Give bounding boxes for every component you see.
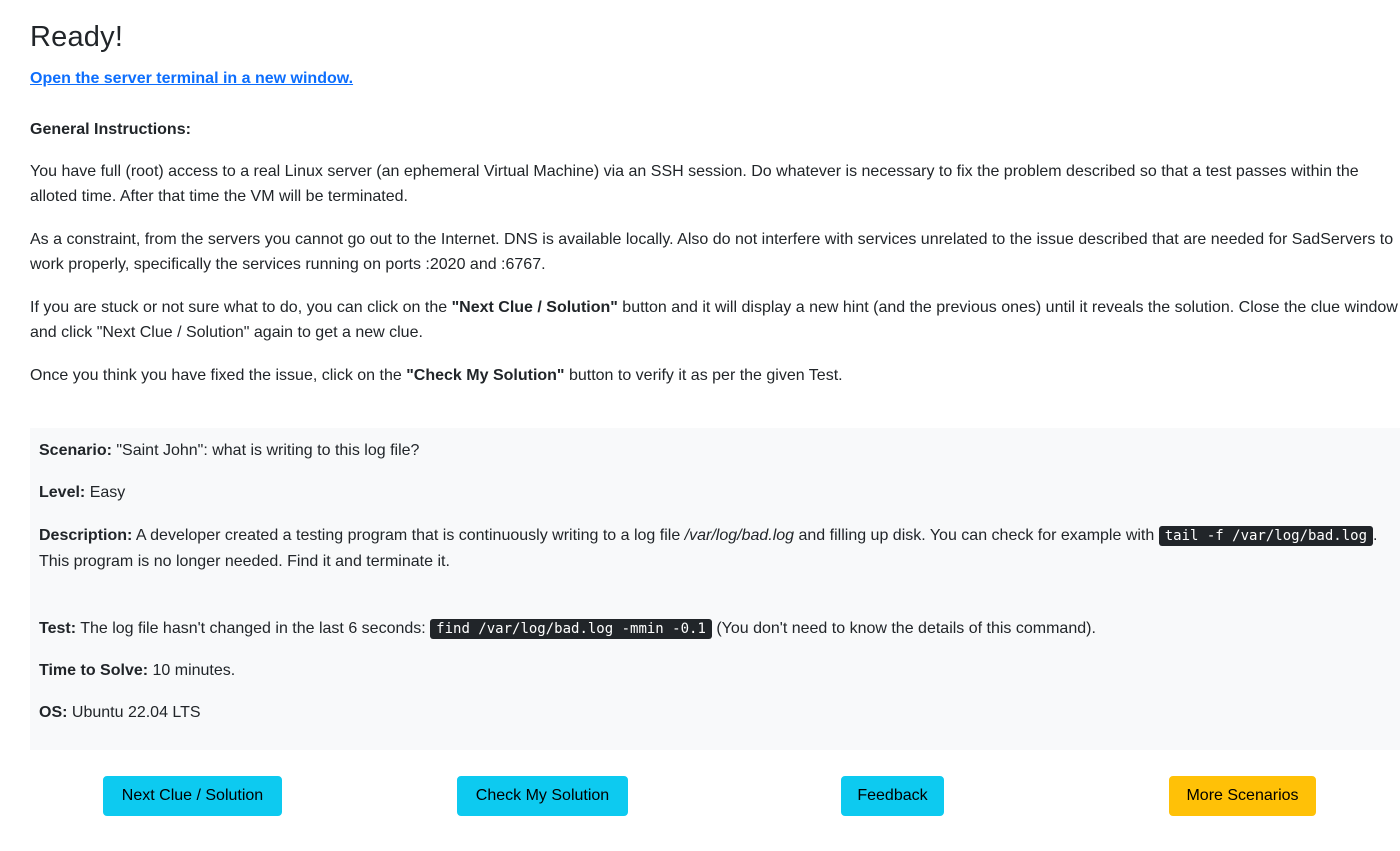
- description-text-before: A developer created a testing program that is continuously writing to a log file: [132, 527, 685, 544]
- instructions-paragraph-4: [30, 363, 1400, 388]
- test-code: find /var/log/bad.log -mmin -0.1: [430, 619, 712, 639]
- p3-bold-next-clue: "Next Clue / Solution": [451, 299, 618, 316]
- test-label: Test:: [39, 620, 77, 637]
- level-label: Level:: [39, 484, 86, 501]
- os-value: Ubuntu 22.04 LTS: [67, 704, 201, 721]
- description-line: [39, 523, 1394, 574]
- instructions-paragraph-3: [30, 295, 1400, 345]
- scenario-label: Scenario:: [39, 442, 112, 459]
- test-text-after: (You don't need to know the details of this command).: [711, 620, 1096, 637]
- description-text-middle: and filling up disk. You can check for example with: [794, 527, 1159, 544]
- scenario-line: [39, 438, 1394, 463]
- level-value: Easy: [85, 484, 126, 501]
- level-line: [39, 480, 1394, 505]
- description-text-after: .: [1373, 527, 1378, 544]
- p3-text-before: If you are stuck or not sure what to do, you can click on the: [30, 299, 452, 316]
- test-text-before: The log file hasn't changed in the last 6 seconds:: [76, 620, 431, 637]
- time-to-solve-line: [39, 658, 1394, 683]
- page-title: Ready!: [30, 21, 124, 53]
- scenario-value: "Saint John": what is writing to this log file?: [111, 442, 420, 459]
- next-clue-button[interactable]: Next Clue / Solution: [103, 776, 282, 816]
- p3-text-after: button and it will display a new hint (and the previous ones) until it reveals the solution. Close the clue window and click "Next Clue / Solution" again to get a new clue.: [30, 299, 1398, 341]
- time-value: 10 minutes.: [148, 662, 236, 679]
- more-scenarios-button[interactable]: More Scenarios: [1169, 776, 1316, 816]
- instructions-paragraph-1: You have full (root) access to a real Linux server (an ephemeral Virtual Machine) via an SSH session. Do whatever is necessary to fix the problem described so that a test passes within the alloted time. After that time the VM will be terminated.: [30, 163, 1359, 205]
- os-label: OS:: [39, 704, 68, 721]
- instructions-paragraph-2: As a constraint, from the servers you cannot go out to the Internet. DNS is available locally. Also do not interfere with services unrelated to the issue described that are needed for SadServers to work properly, specifically the services running on ports :2020 and :6767.: [30, 231, 1394, 273]
- p4-text-before: Once you think you have fixed the issue, click on the: [30, 367, 407, 384]
- general-instructions-heading: General Instructions:: [30, 121, 191, 138]
- description-label: Description:: [39, 527, 133, 544]
- description-code: tail -f /var/log/bad.log: [1159, 526, 1373, 546]
- time-label: Time to Solve:: [39, 662, 149, 679]
- check-solution-button[interactable]: Check My Solution: [457, 776, 628, 816]
- test-line: [39, 616, 1394, 642]
- description-log-path: /var/log/bad.log: [684, 527, 795, 544]
- open-terminal-link[interactable]: Open the server terminal in a new window.: [30, 70, 354, 87]
- p4-text-after: button to verify it as per the given Test.: [564, 367, 843, 384]
- scenario-panel: [30, 428, 1400, 750]
- os-line: [39, 700, 1394, 725]
- description-line-2: This program is no longer needed. Find it and terminate it.: [39, 553, 450, 570]
- feedback-button[interactable]: Feedback: [841, 776, 944, 816]
- p4-bold-check-solution: "Check My Solution": [406, 367, 565, 384]
